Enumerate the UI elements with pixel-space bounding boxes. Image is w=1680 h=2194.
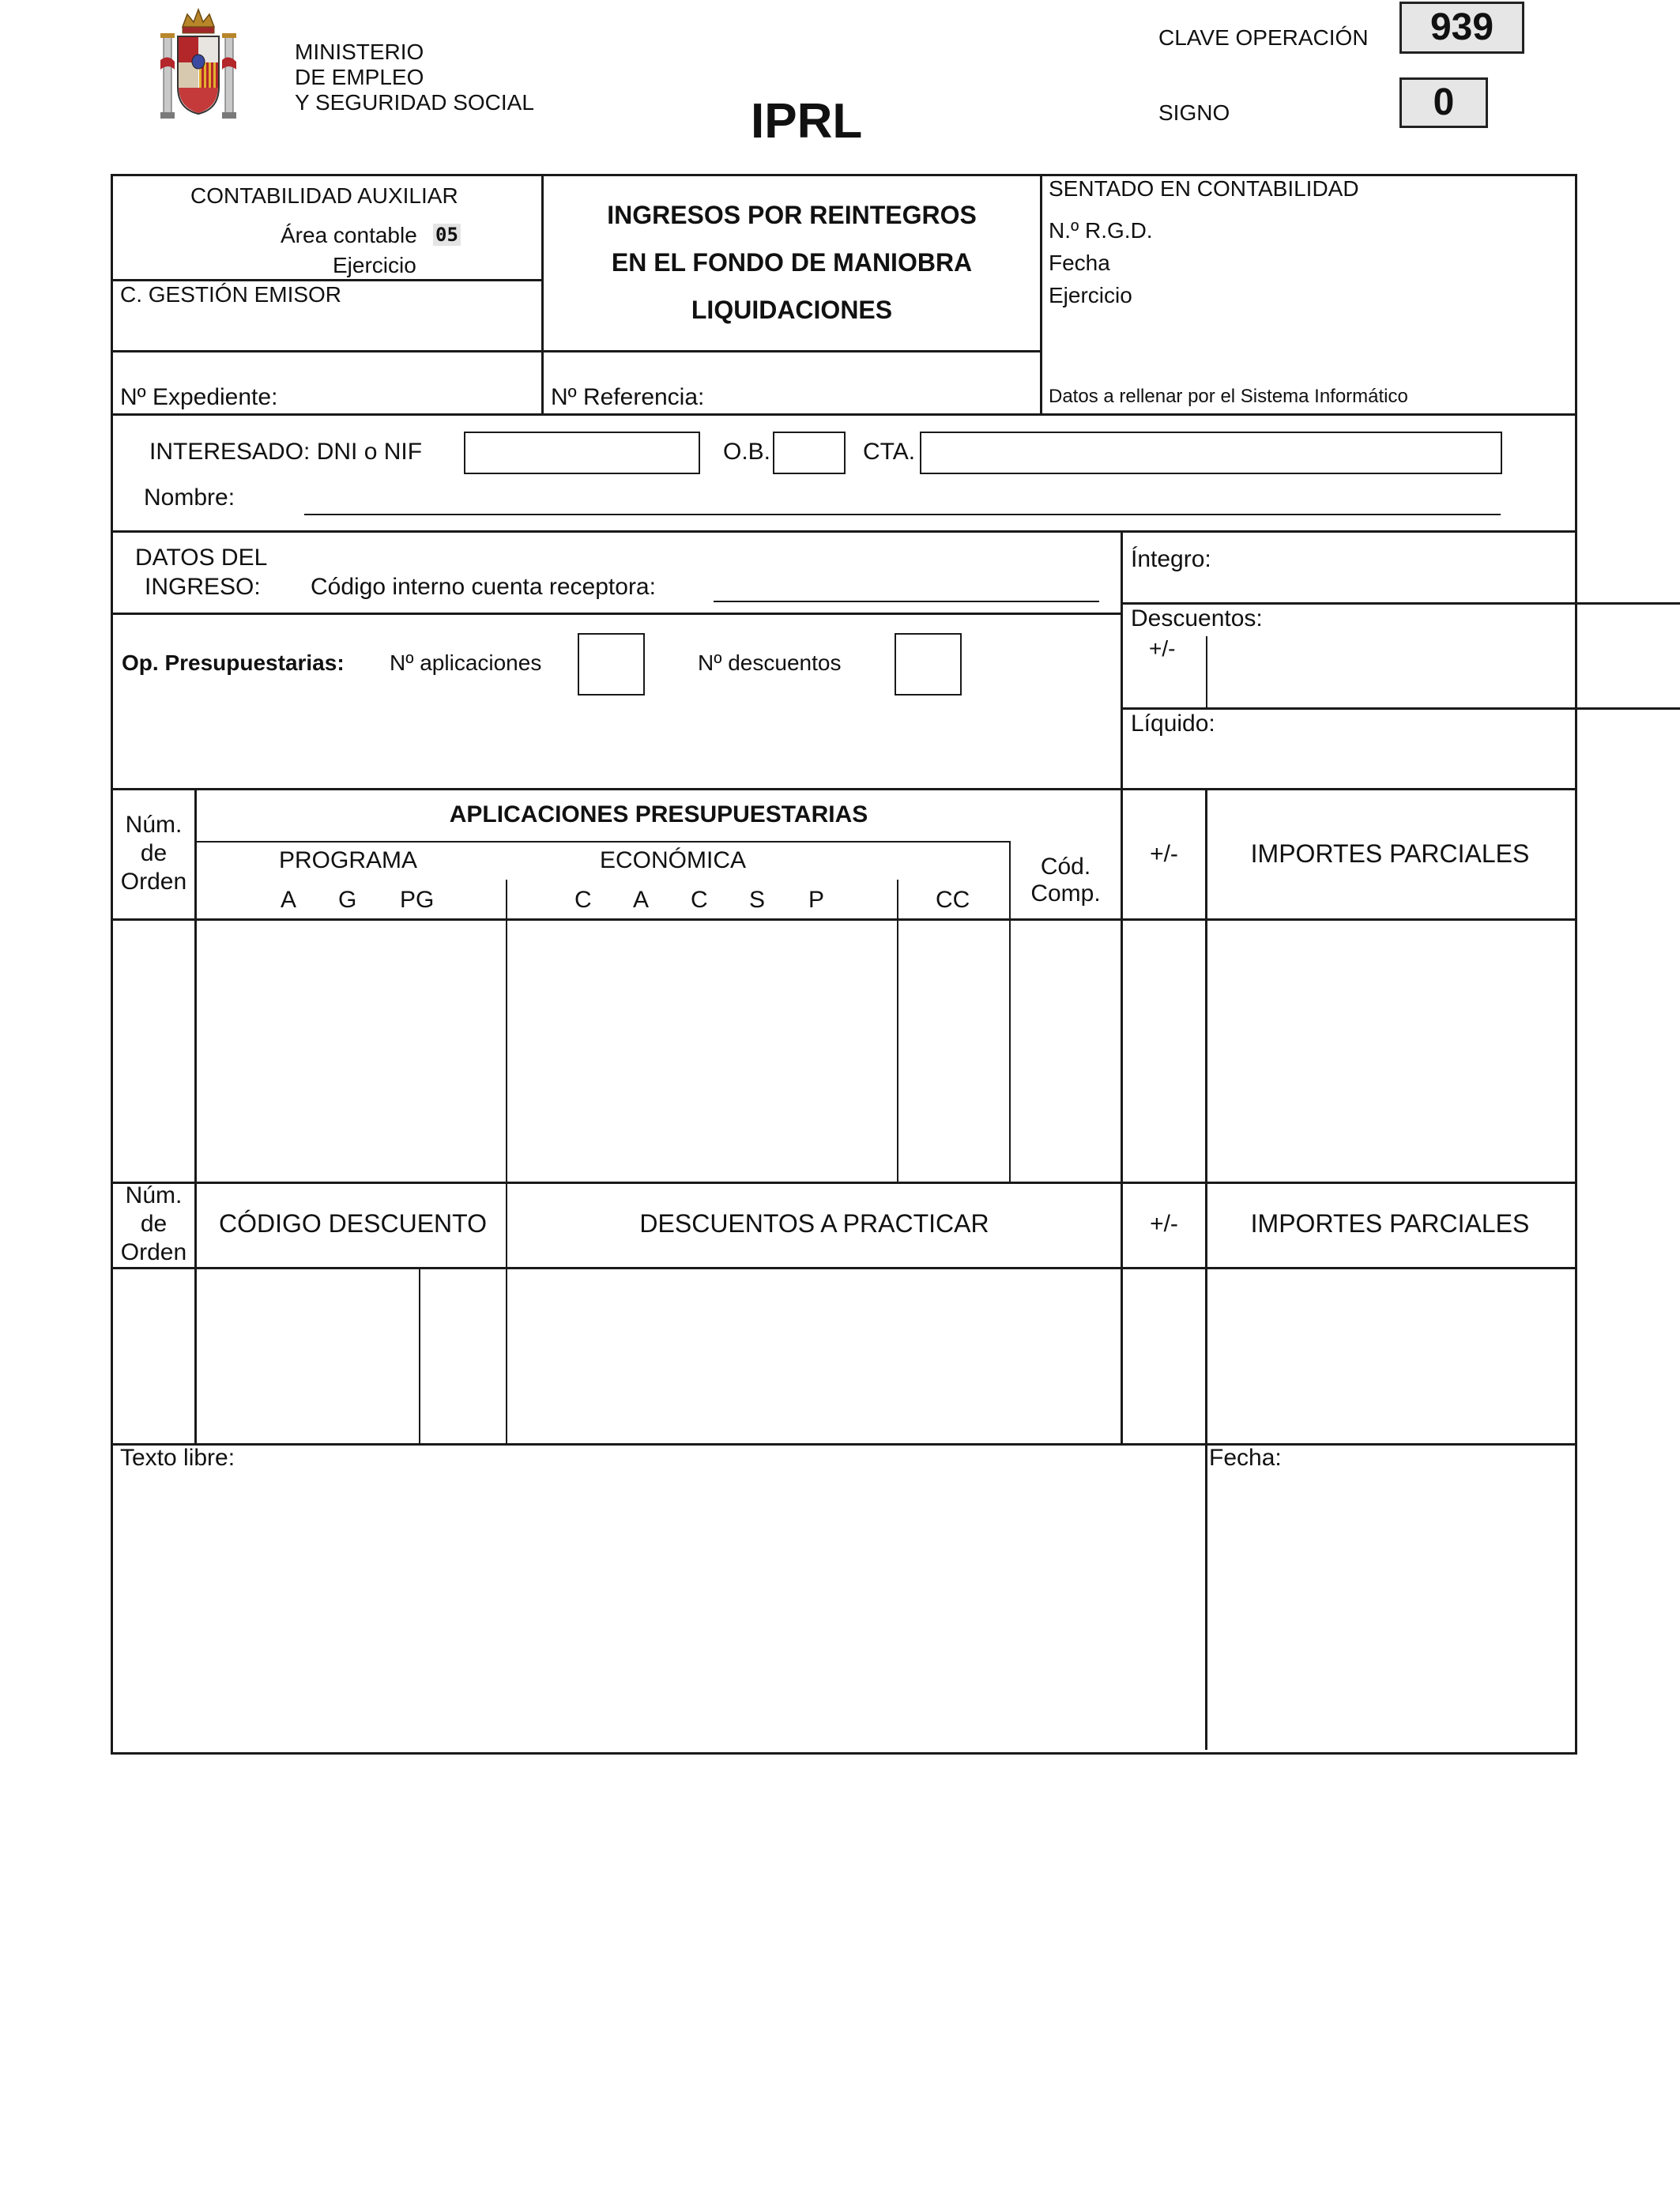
ministry-line-2: DE EMPLEO <box>295 65 424 89</box>
aplicaciones-title: APLICACIONES PRESUPUESTARIAS <box>449 801 868 827</box>
coat-of-arms-logo <box>160 5 236 122</box>
signo-value: 0 <box>1399 77 1488 128</box>
cc-header: CC <box>936 887 970 913</box>
sentado-contabilidad: SENTADO EN CONTABILIDAD <box>1049 176 1359 201</box>
prog-col-a: A <box>281 887 297 913</box>
eco-col-p: P <box>808 887 825 913</box>
ejercicio-label: Ejercicio <box>333 253 416 277</box>
area-contable-value: 05 <box>433 224 461 246</box>
economica-header: ECONÓMICA <box>600 847 747 873</box>
aplic-importes-header: IMPORTES PARCIALES <box>1250 839 1530 868</box>
desc-sign-header: +/- <box>1150 1211 1178 1237</box>
desc-importes-header: IMPORTES PARCIALES <box>1250 1209 1530 1238</box>
integro-label[interactable]: Íntegro: <box>1131 546 1211 572</box>
ob-field[interactable] <box>773 432 846 474</box>
expediente-label[interactable]: Nº Expediente: <box>120 384 278 410</box>
dni-nif-field[interactable] <box>464 432 700 474</box>
gestion-emisor: C. GESTIÓN EMISOR <box>120 282 342 307</box>
form-title-line-3: LIQUIDACIONES <box>691 296 893 324</box>
eco-col-s: S <box>749 887 766 913</box>
prog-col-pg: PG <box>400 887 435 913</box>
form-title-line-2: EN EL FONDO DE MANIOBRA <box>611 248 973 277</box>
codigo-interno-label: Código interno cuenta receptora: <box>311 574 656 600</box>
desc-num-line-3: Orden <box>120 1239 187 1265</box>
eco-col-a: A <box>633 887 650 913</box>
datos-ingreso-line-2: INGRESO: <box>145 574 261 600</box>
aplic-num-line-1: Núm. <box>125 812 183 838</box>
cta-field[interactable] <box>920 432 1502 474</box>
texto-libre-label[interactable]: Texto libre: <box>120 1445 235 1471</box>
ministry-line-3: Y SEGURIDAD SOCIAL <box>295 90 534 115</box>
nombre-label: Nombre: <box>144 484 235 511</box>
form-frame <box>111 174 1577 1755</box>
ob-label: O.B. <box>723 439 771 465</box>
codigo-interno-field[interactable] <box>714 601 1099 602</box>
n-aplicaciones-label: Nº aplicaciones <box>390 650 542 675</box>
clave-operacion-label: CLAVE OPERACIÓN <box>1158 25 1369 50</box>
interesado-label: INTERESADO: DNI o NIF <box>149 439 423 465</box>
eco-col-c2: C <box>691 887 708 913</box>
descuentos-practicar-header: DESCUENTOS A PRACTICAR <box>639 1209 989 1238</box>
referencia-label[interactable]: Nº Referencia: <box>551 384 705 410</box>
rgd-label: N.º R.G.D. <box>1049 218 1153 243</box>
aplic-num-line-3: Orden <box>120 869 187 895</box>
contabilidad-auxiliar: CONTABILIDAD AUXILIAR <box>190 183 458 208</box>
nombre-field[interactable] <box>304 514 1501 515</box>
liquido-label[interactable]: Líquido: <box>1131 711 1215 737</box>
n-descuentos-field[interactable] <box>895 633 962 696</box>
programa-header: PROGRAMA <box>279 847 418 873</box>
prog-col-g: G <box>338 887 357 913</box>
aplic-sign-header: +/- <box>1150 841 1178 867</box>
area-contable-label: Área contable <box>281 223 417 247</box>
form-title-line-1: INGRESOS POR REINTEGROS <box>607 201 977 229</box>
fecha-footer-label[interactable]: Fecha: <box>1209 1445 1282 1471</box>
aplic-num-line-2: de <box>140 840 168 866</box>
cta-label: CTA. <box>863 439 916 465</box>
codigo-descuento-header: CÓDIGO DESCUENTO <box>219 1209 487 1238</box>
desc-num-line-2: de <box>140 1211 168 1237</box>
descuentos-sign: +/- <box>1149 636 1176 661</box>
desc-num-line-1: Núm. <box>125 1182 183 1208</box>
descuentos-label[interactable]: Descuentos: <box>1131 605 1263 631</box>
n-aplicaciones-field[interactable] <box>578 633 645 696</box>
ejercicio2-label: Ejercicio <box>1049 283 1132 307</box>
op-presupuestarias-label: Op. Presupuestarias: <box>122 650 345 675</box>
fecha-label: Fecha <box>1049 251 1110 275</box>
signo-label: SIGNO <box>1158 100 1230 125</box>
eco-col-c1: C <box>574 887 592 913</box>
datos-ingreso-line-1: DATOS DEL <box>135 545 268 571</box>
sistema-informatico-note: Datos a rellenar por el Sistema Informático <box>1049 386 1408 407</box>
n-descuentos-label: Nº descuentos <box>698 650 842 675</box>
clave-operacion-value: 939 <box>1399 2 1524 54</box>
cod-comp-line-2: Comp. <box>1030 880 1101 907</box>
ministry-line-1: MINISTERIO <box>295 40 424 64</box>
form-code: IPRL <box>751 94 863 149</box>
cod-comp-line-1: Cód. <box>1040 854 1091 880</box>
